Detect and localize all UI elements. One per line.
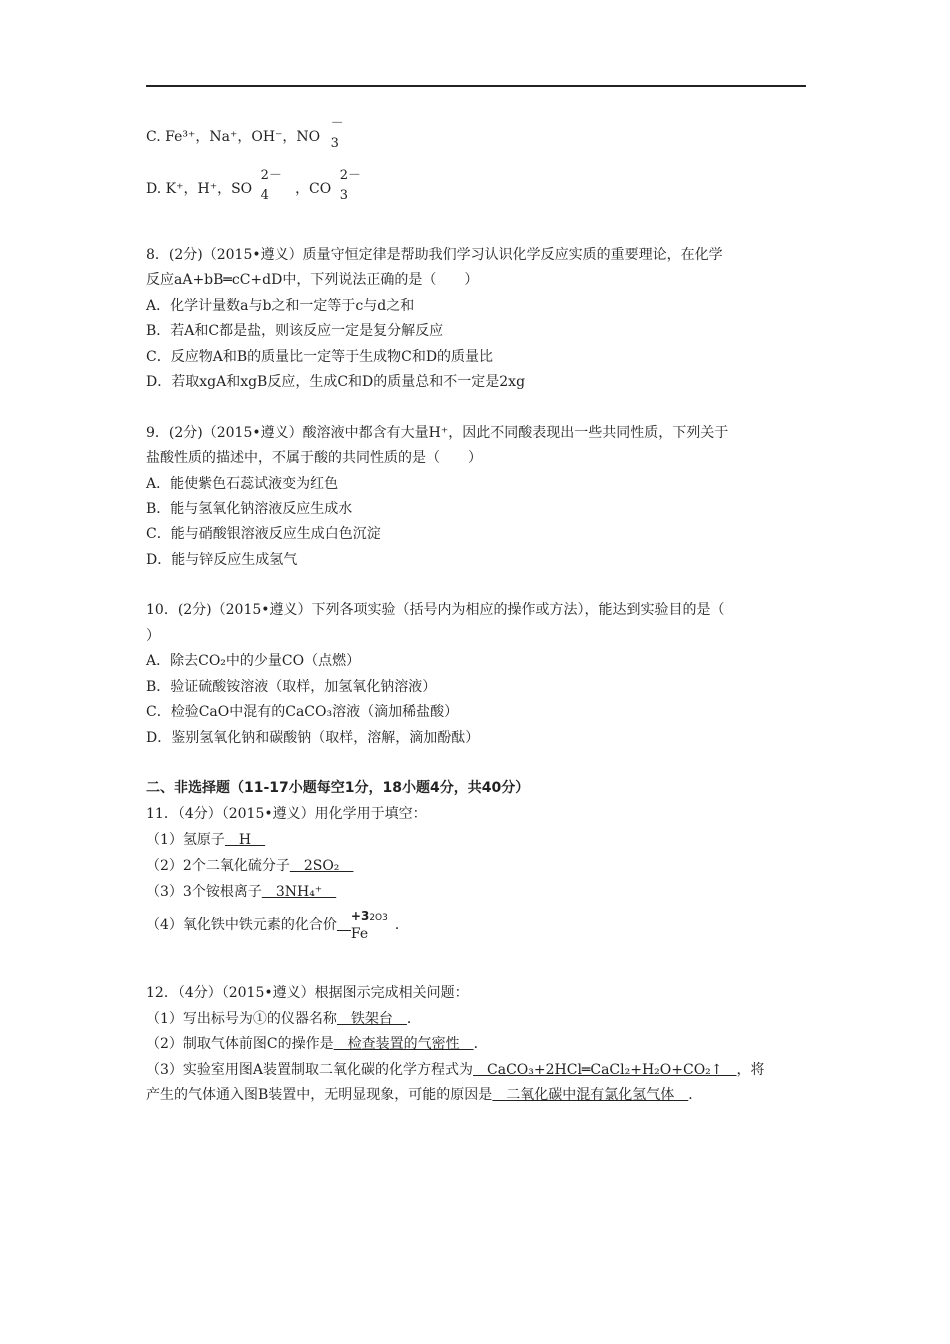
q11-stem: 11．（4分）（2015•遵义）用化学用于填空：: [146, 806, 427, 822]
part-label: （4）氧化铁中铁元素的化合价: [146, 917, 337, 933]
ion-charge: 2－: [260, 168, 282, 183]
section-heading: 二、非选择题（11-17小题每空1分，18小题4分，共40分）: [146, 780, 530, 796]
option-text: Fe³⁺，Na⁺，OH⁻，NO: [165, 129, 321, 145]
q8-option-a: A．化学计量数a与b之和一定等于c与d之和: [146, 298, 415, 314]
option-d: [146, 168, 370, 206]
q9-option-c: C．能与硝酸银溶液反应生成白色沉淀: [146, 526, 381, 542]
q12-stem: 12．（4分）（2015•遵义）根据图示完成相关问题：: [146, 985, 469, 1001]
q9-option-d: D．能与锌反应生成氢气: [146, 552, 298, 568]
q8-option-b: B．若A和C都是盐，则该反应一定是复分解反应: [146, 323, 444, 339]
answer-blank: CaCO₃+2HCl═CaCl₂+H₂O+CO₂↑: [473, 1062, 737, 1078]
element-symbol: Fe: [350, 926, 369, 942]
part-label: （1）写出标号为①的仪器名称: [146, 1011, 337, 1027]
q11-part1: [146, 830, 265, 850]
ion-subscript: 4: [260, 188, 269, 203]
q9-stem-line2: 盐酸性质的描述中，不属于酸的共同性质的是（ ）: [146, 450, 482, 466]
option-c: [146, 116, 345, 154]
valence-value: +3: [350, 909, 370, 923]
q8-option-d: D．若取xgA和xgB反应，生成C和D的质量总和不一定是2xg: [146, 374, 526, 390]
valence-answer: [351, 910, 395, 940]
ion-subscript: 3: [330, 136, 339, 151]
answer-blank: 二氧化碳中混有氯化氢气体: [492, 1087, 689, 1103]
q11-part2: [146, 856, 353, 876]
q11-part3: [146, 882, 336, 902]
answer-blank: 3NH₄⁺: [261, 884, 337, 900]
valence-subscript: 2O3: [369, 913, 388, 923]
q11-part4: [146, 910, 409, 940]
answer-blank: H: [224, 832, 266, 848]
option-label: C.: [146, 129, 161, 145]
part-end: ．: [394, 917, 409, 933]
answer-blank: 检查装置的气密性: [333, 1036, 474, 1052]
part-label: （3）3个铵根离子: [146, 884, 262, 900]
ion-charge-stack: [325, 116, 345, 154]
q10-option-d: D．鉴别氢氧化钠和碳酸钠（取样，溶解，滴加酚酞）: [146, 730, 480, 746]
option-text: ，CO: [295, 181, 332, 197]
q10-stem-line2: ）: [146, 628, 160, 644]
q10-option-b: B．验证硫酸铵溶液（取样，加氢氧化钠溶液）: [146, 679, 437, 695]
part-label: （2）制取气体前图C的操作是: [146, 1036, 334, 1052]
q8-stem-line1: 8．(2分)（2015•遵义）质量守恒定律是帮助我们学习认识化学反应实质的重要理论，在化学: [146, 247, 723, 263]
header-rule: [146, 85, 806, 87]
ion-charge: －: [330, 116, 344, 131]
q10-stem-line1: 10．(2分)（2015•遵义）下列各项实验（括号内为相应的操作或方法），能达到实验目的是（: [146, 602, 725, 618]
q12-part1: [146, 1009, 421, 1029]
ion-charge: 2－: [339, 168, 361, 183]
q8-stem-line2: 反应aA+bB═cC+dD中，下列说法正确的是（ ）: [146, 272, 479, 288]
ion-subscript: 3: [339, 188, 348, 203]
part-end: ．: [406, 1011, 421, 1027]
part-label: 产生的气体通入图B装置中，无明显现象，可能的原因是: [146, 1087, 493, 1103]
option-label: D.: [146, 181, 162, 197]
answer-blank: 铁架台: [336, 1011, 407, 1027]
q12-part3: [146, 1060, 765, 1080]
q10-option-a: A．除去CO₂中的少量CO（点燃）: [146, 653, 361, 669]
part-label: （1）氢原子: [146, 832, 225, 848]
q8-option-c: C．反应物A和B的质量比一定等于生成物C和D的质量比: [146, 349, 494, 365]
ion-charge-stack: [257, 168, 291, 206]
q9-stem-line1: 9．(2分)（2015•遵义）酸溶液中都含有大量H⁺，因此不同酸表现出一些共同性质，下列关于: [146, 425, 729, 441]
answer-blank: 2SO₂: [289, 858, 354, 874]
part-end: ．: [473, 1036, 488, 1052]
part-label: （2）2个二氧化硫分子: [146, 858, 290, 874]
part-label: （3）实验室用图A装置制取二氧化碳的化学方程式为: [146, 1062, 474, 1078]
q12-part2: [146, 1034, 488, 1054]
q10-option-c: C．检验CaO中混有的CaCO₃溶液（滴加稀盐酸）: [146, 704, 459, 720]
ion-charge-stack: [336, 168, 370, 206]
option-text: K⁺，H⁺，SO: [165, 181, 253, 197]
part-end: ，将: [736, 1062, 765, 1078]
q9-option-a: A．能使紫色石蕊试液变为红色: [146, 476, 339, 492]
q9-option-b: B．能与氢氧化钠溶液反应生成水: [146, 501, 353, 517]
q12-part3-cont: [146, 1085, 702, 1105]
part-end: ．: [688, 1087, 703, 1103]
